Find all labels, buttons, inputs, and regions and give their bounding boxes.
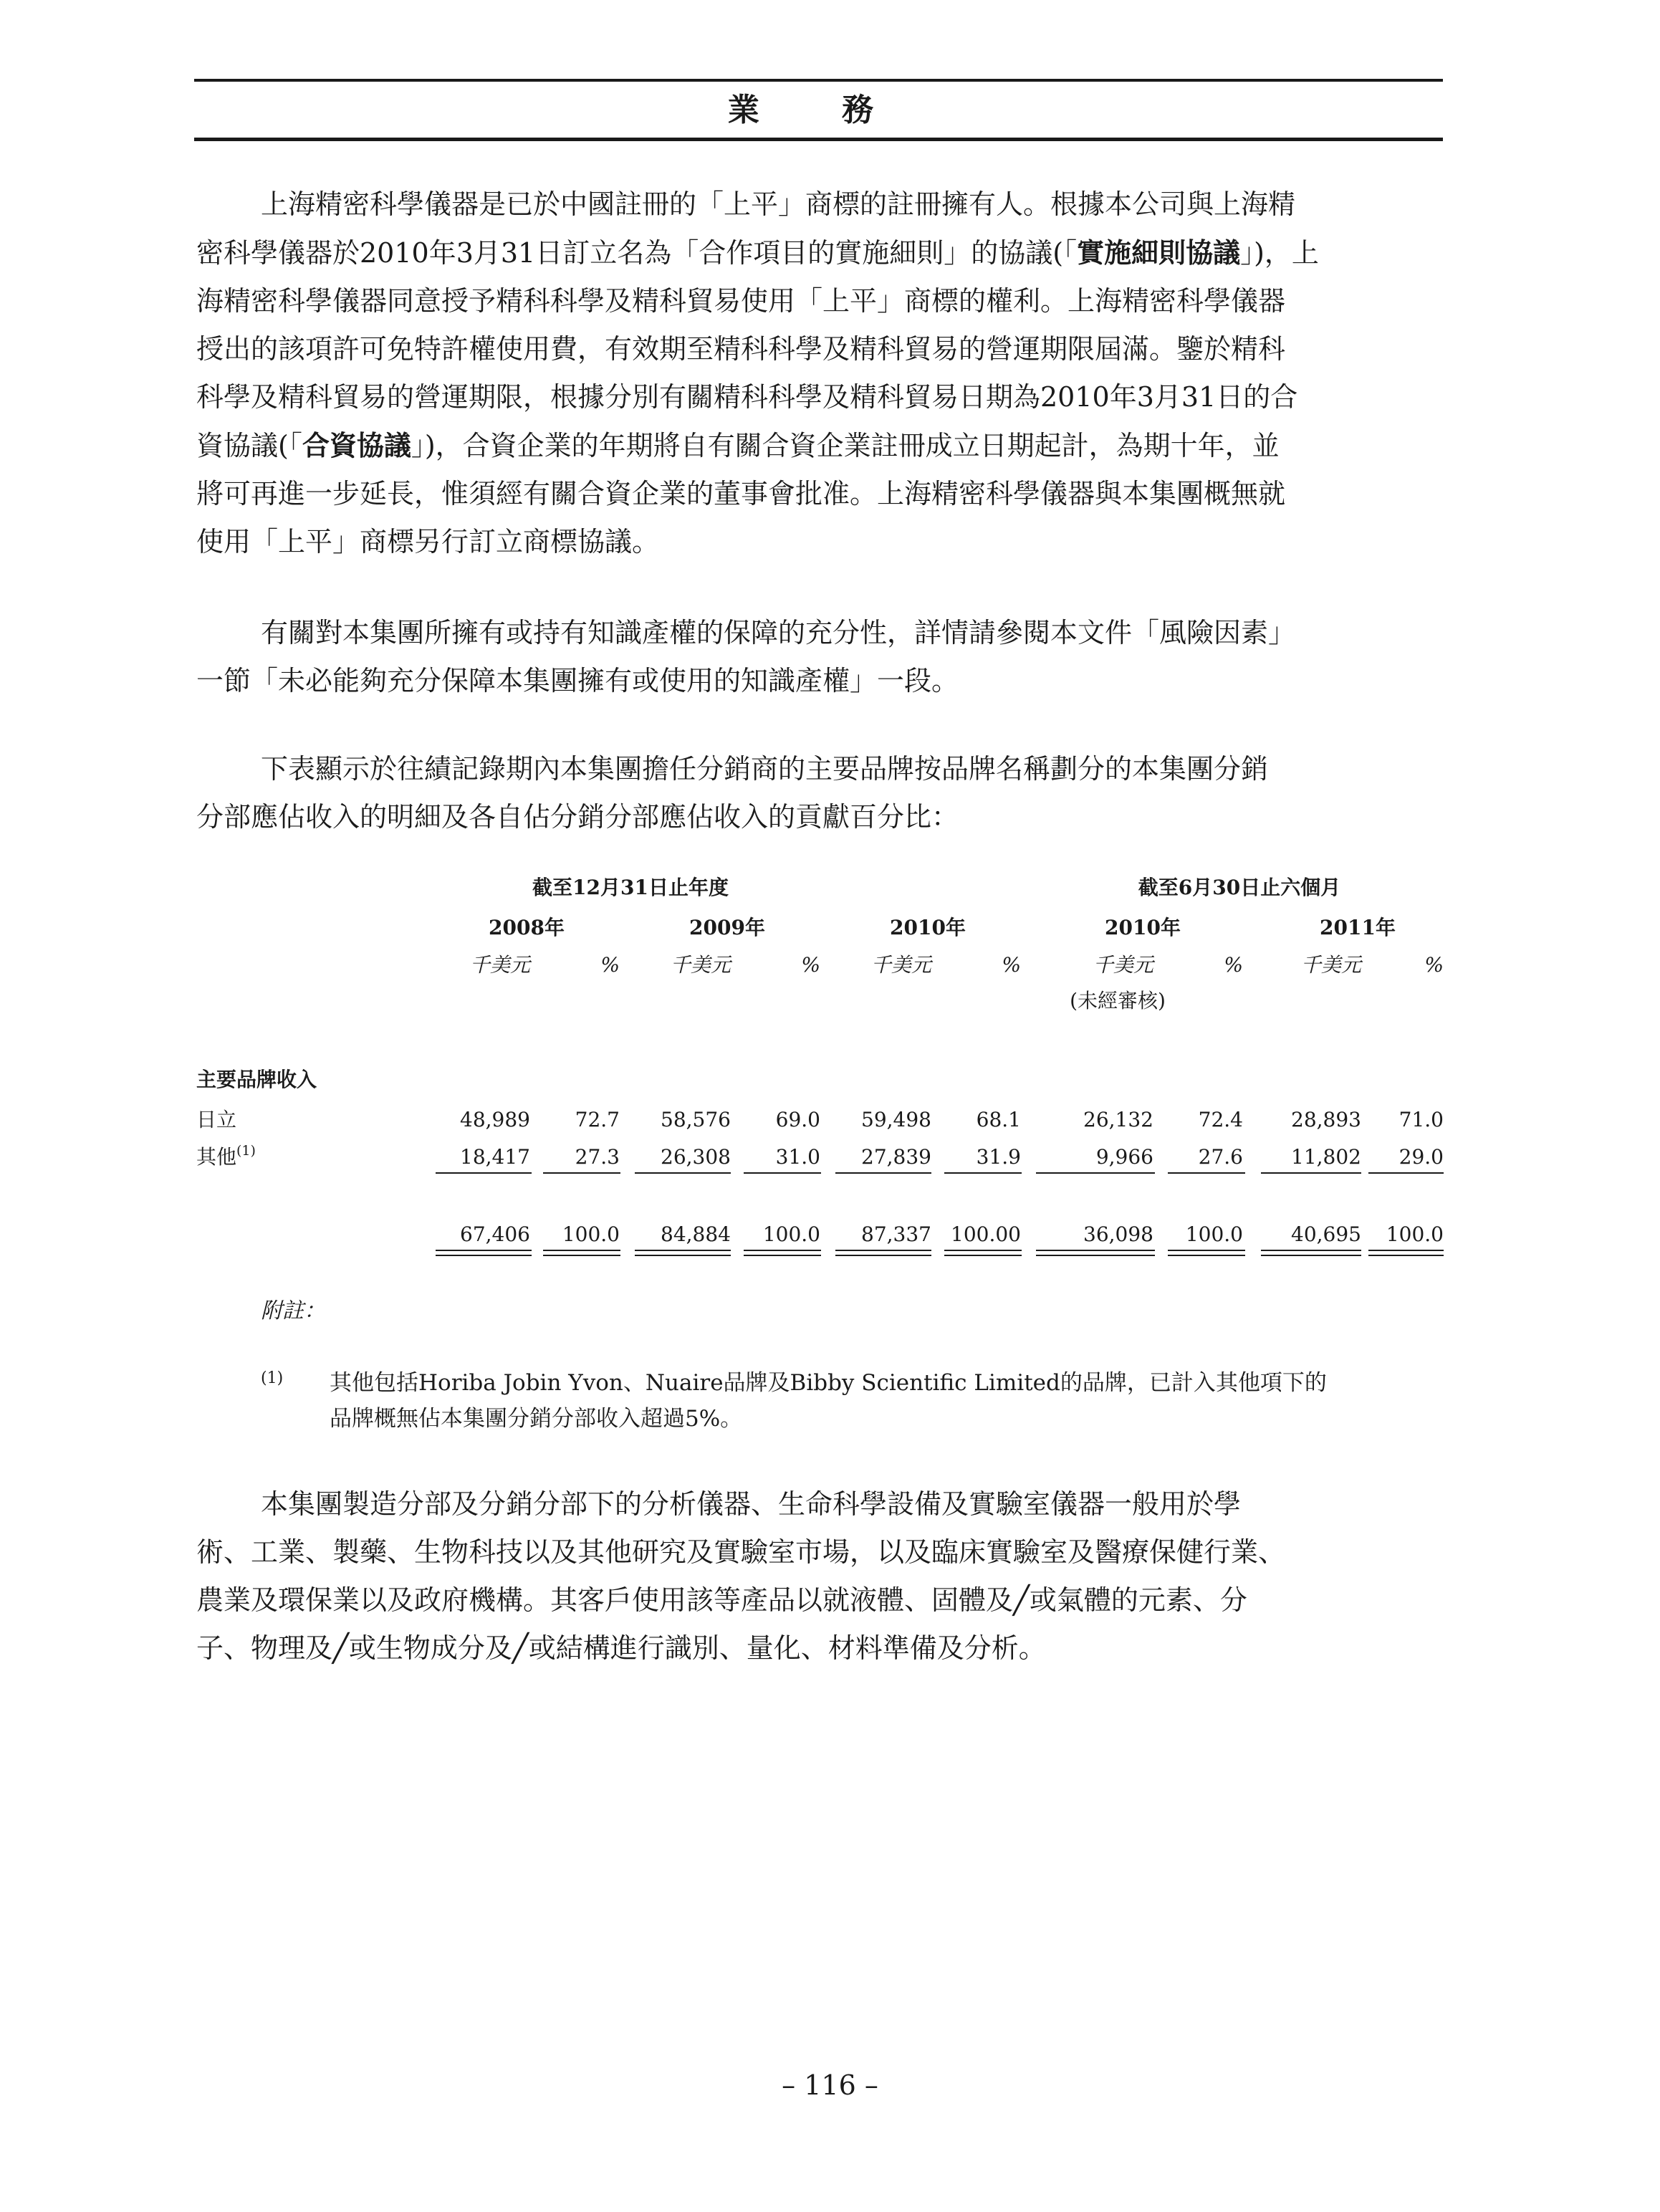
unaudited-note: (未經審核): [1070, 989, 1166, 1012]
total-double-underline: [543, 1250, 620, 1256]
paragraph-line: 分部應佔收入的明細及各自佔分銷分部應佔收入的貢獻百分比：: [196, 801, 959, 833]
paragraph-line: 海精密科學儀器同意授予精科科學及精科貿易使用「上平」商標的權利。上海精密科學儀器: [196, 285, 1286, 317]
unit-header: %: [801, 953, 820, 977]
table-cell: 27.3: [575, 1145, 620, 1169]
paragraph-line: 將可再進一步延長，惟須經有關合資企業的董事會批准。上海精密科學儀器與本集團概無就: [196, 478, 1286, 509]
paragraph-line: 資協議(「合資協議」)，合資企業的年期將自有關合資企業註冊成立日期起計，為期十年，並: [196, 429, 1280, 461]
total-cell: 100.0: [1185, 1222, 1243, 1246]
paragraph-line: 子、物理及╱或生物成分及╱或結構進行識別、量化、材料準備及分析。: [196, 1632, 1046, 1664]
paragraph-line: 使用「上平」商標另行訂立商標協議。: [196, 526, 660, 557]
table-cell: 27.6: [1198, 1145, 1243, 1169]
paragraph-line: 術、工業、製藥、生物科技以及其他研究及實驗室市場，以及臨床實驗室及醫療保健行業、: [196, 1536, 1286, 1568]
table-cell: 11,802: [1291, 1145, 1361, 1169]
note-line: 品牌概無佔本集團分銷分部收入超過5%。: [330, 1406, 743, 1432]
total-double-underline: [1261, 1250, 1361, 1256]
total-double-underline: [1368, 1250, 1444, 1256]
paragraph-line: 上海精密科學儀器是已於中國註冊的「上平」商標的註冊擁有人。根據本公司與上海精: [261, 188, 1296, 220]
paragraph-line: 農業及環保業以及政府機構。其客戶使用該等產品以就液體、固體及╱或氣體的元素、分: [196, 1584, 1247, 1616]
total-double-underline: [1036, 1250, 1155, 1256]
table-cell: 31.0: [775, 1145, 820, 1169]
subtotal-underline: [1036, 1172, 1155, 1174]
note-number: (1): [261, 1369, 284, 1387]
table-cell: 29.0: [1398, 1145, 1444, 1169]
paragraph-applications: [196, 1480, 1443, 1672]
table-cell: 68.1: [976, 1108, 1021, 1131]
total-cell: 67,406: [460, 1222, 530, 1246]
subtotal-underline: [1261, 1172, 1361, 1174]
table-cell: 26,132: [1083, 1108, 1153, 1131]
unit-header: %: [1424, 953, 1444, 977]
table-cell: 28,893: [1291, 1108, 1361, 1131]
table-cell: 69.0: [775, 1108, 820, 1131]
column-year-header: 2011年: [1320, 916, 1396, 939]
total-cell: 100.0: [762, 1222, 820, 1246]
total-double-underline: [635, 1250, 731, 1256]
table-cell: 72.4: [1198, 1108, 1243, 1131]
total-cell: 100.0: [562, 1222, 620, 1246]
unit-header: 千美元: [870, 953, 931, 977]
group-header-year: 截至12月31日止年度: [532, 876, 729, 899]
table-cell: 9,966: [1095, 1145, 1153, 1169]
table-cell: 59,498: [861, 1108, 931, 1131]
subtotal-underline: [635, 1172, 731, 1174]
total-double-underline: [944, 1250, 1022, 1256]
column-year-header: 2010年: [1105, 916, 1181, 939]
unit-header: 千美元: [469, 953, 530, 977]
column-year-header: 2009年: [689, 916, 765, 939]
page-header-title: 業 務: [727, 92, 910, 128]
header-top-rule: [194, 79, 1443, 82]
unit-header: %: [1224, 953, 1243, 977]
paragraph-line: 本集團製造分部及分銷分部下的分析儀器、生命科學設備及實驗室儀器一般用於學: [261, 1488, 1242, 1520]
page-number: – 116 –: [782, 2069, 878, 2101]
total-double-underline: [436, 1250, 532, 1256]
section-label: 主要品牌收入: [196, 1068, 317, 1091]
table-cell: 72.7: [575, 1108, 620, 1131]
column-year-header: 2010年: [890, 916, 966, 939]
note-line: 其他包括Horiba Jobin Yvon、Nuaire品牌及Bibby Scientific Limited的品牌，已計入其他項下的: [330, 1370, 1327, 1396]
table-cell: 27,839: [861, 1145, 931, 1169]
row-label-hitachi: 日立: [196, 1108, 237, 1131]
column-year-header: 2008年: [489, 916, 565, 939]
paragraph-table-intro: [196, 745, 1443, 841]
table-cell: 71.0: [1398, 1108, 1444, 1131]
total-double-underline: [744, 1250, 821, 1256]
total-cell: 100.00: [951, 1222, 1021, 1246]
paragraph-line: 一節「未必能夠充分保障本集團擁有或使用的知識產權」一段。: [196, 665, 959, 696]
subtotal-underline: [835, 1172, 931, 1174]
total-cell: 87,337: [861, 1222, 931, 1246]
subtotal-underline: [1168, 1172, 1245, 1174]
paragraph-line: 有關對本集團所擁有或持有知識產權的保障的充分性，詳情請參閱本文件「風險因素」: [261, 617, 1296, 648]
unit-header: %: [1002, 953, 1021, 977]
total-double-underline: [1168, 1250, 1245, 1256]
table-cell: 26,308: [661, 1145, 731, 1169]
subtotal-underline: [1368, 1172, 1444, 1174]
total-cell: 36,098: [1083, 1222, 1153, 1246]
unit-header: 千美元: [1093, 953, 1153, 977]
unit-header: 千美元: [670, 953, 731, 977]
unit-header: %: [600, 953, 620, 977]
paragraph-trademark: [196, 181, 1443, 566]
table-cell: 58,576: [661, 1108, 731, 1131]
row-label-others: 其他$^{(1)}$: [196, 1143, 256, 1169]
paragraph-line: 下表顯示於往績記錄期內本集團擔任分銷商的主要品牌按品牌名稱劃分的本集團分銷: [261, 753, 1269, 785]
paragraph-line: 科學及精科貿易的營運期限，根據分別有關精科科學及精科貿易日期為2010年3月31日的合: [196, 381, 1298, 413]
paragraph-ip-risk: [196, 609, 1443, 705]
subtotal-underline: [744, 1172, 821, 1174]
total-cell: 84,884: [661, 1222, 731, 1246]
notes-label: 附註：: [261, 1298, 325, 1323]
paragraph-line: 密科學儀器於2010年3月31日訂立名為「合作項目的實施細則」的協議(「實施細則協議」)，上: [196, 236, 1319, 269]
unit-header: 千美元: [1300, 953, 1361, 977]
subtotal-underline: [436, 1172, 532, 1174]
table-cell: 31.9: [976, 1145, 1021, 1169]
table-cell: 18,417: [460, 1145, 530, 1169]
total-double-underline: [835, 1250, 931, 1256]
subtotal-underline: [944, 1172, 1022, 1174]
paragraph-line: 授出的該項許可免特許權使用費，有效期至精科科學及精科貿易的營運期限屆滿。鑒於精科: [196, 333, 1286, 365]
header-bottom-rule: [194, 138, 1443, 141]
note-text: [330, 1365, 1443, 1437]
total-cell: 100.0: [1386, 1222, 1444, 1246]
table-cell: 48,989: [460, 1108, 530, 1131]
group-header-six-months: 截至6月30日止六個月: [1138, 876, 1341, 899]
total-cell: 40,695: [1291, 1222, 1361, 1246]
subtotal-underline: [543, 1172, 620, 1174]
